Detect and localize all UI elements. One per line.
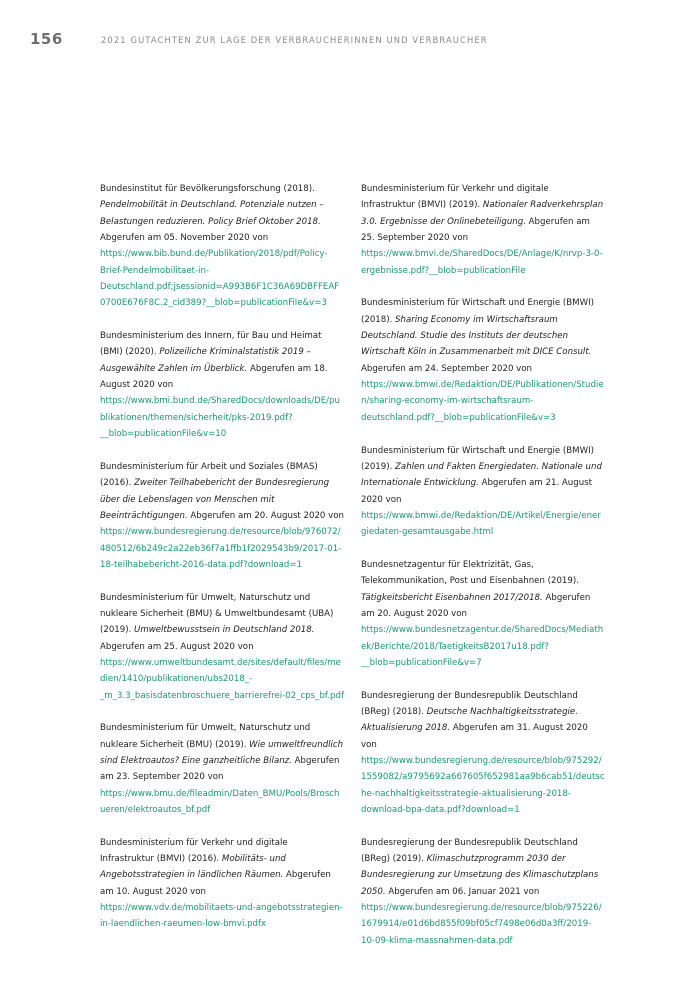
reference-title: Pendelmobilität in Deutschland. Potenziale nutzen – Belastungen reduzieren. Policy Brief Oktober 2018. <box>100 200 324 227</box>
reference-link[interactable]: https://www.bmwi.de/Redaktion/DE/Publikationen/Studien/sharing-economy-im-wirtschaftsraum-deutschland.pdf?__blob=publicationFile&v=3 <box>361 380 604 423</box>
reference-title: Umweltbewusstsein in Deutschland 2018. <box>134 625 315 636</box>
reference-author: Bundesregierung der Bundesrepublik Deutschland (BReg) (2019). <box>361 837 578 865</box>
reference-author: Bundesministerium für Arbeit und Soziales (BMAS) (2016). <box>100 461 318 489</box>
reference-entry <box>361 181 605 279</box>
reference-author: Bundesministerium für Wirtschaft und Energie (BMWI) (2019). <box>361 445 594 472</box>
reference-title: Zweiter Teilhabebericht der Bundesregierung über die Lebenslagen von Menschen mit Beeinträchtigungen. <box>100 478 330 521</box>
reference-entry <box>361 835 605 949</box>
reference-entry <box>361 295 605 426</box>
reference-entry <box>100 181 344 312</box>
reference-title: Polizeiliche Kriminalstatistik 2019 – Ausgewählte Zahlen im Überblick. <box>100 347 311 374</box>
reference-title: Klimaschutzprogramm 2030 der Bundesregierung zur Umsetzung des Klimaschutzplans 2050. <box>361 854 599 897</box>
reference-link[interactable]: https://www.bundesnetzagentur.de/SharedDocs/Mediathek/Berichte/2018/TaetigkeitsB2017u18.pdf?__blob=publicationFile&v=7 <box>361 625 604 668</box>
reference-author: Bundesregierung der Bundesrepublik Deutschland (BReg) (2018). <box>361 690 578 717</box>
reference-link[interactable]: https://www.bmvi.de/SharedDocs/DE/Anlage/K/nrvp-3-0-ergebnisse.pdf?__blob=publicationFile <box>361 249 603 276</box>
reference-retrieved: Abgerufen am 18. August 2020 von <box>100 363 328 391</box>
reference-retrieved: Abgerufen am 05. November 2020 von <box>100 233 269 244</box>
reference-title: Wie umweltfreundlich sind Elektroautos? Eine ganzheitliche Bilanz. <box>100 739 344 767</box>
reference-entry <box>361 557 605 671</box>
reference-author: Bundesinstitut für Bevölkerungsforschung (2018). <box>100 184 315 194</box>
reference-author: Bundesministerium für Umwelt, Naturschutz und nukleare Sicherheit (BMU) & Umweltbundesamt (UBA) (2019). <box>100 592 334 636</box>
reference-link[interactable]: https://www.bmu.de/fileadmin/Daten_BMU/Pools/Broschueren/elektroautos_bf.pdf <box>100 788 340 816</box>
running-header: 2021 GUTACHTEN ZUR LAGE DER VERBRAUCHERINNEN UND VERBRAUCHER <box>101 35 488 45</box>
reference-author: Bundesnetzagentur für Elektrizität, Gas, Telekommunikation, Post und Eisenbahnen (2019). <box>361 559 579 587</box>
reference-link[interactable]: https://www.bundesregierung.de/resource/blob/975226/1679914/e01d6bd855f09bf05cf7498e06d0a3ff/2019-10-09-klima-massnahmen-data.pdf <box>361 903 602 946</box>
reference-retrieved: Abgerufen am 25. August 2020 von <box>100 641 254 652</box>
reference-retrieved: Abgerufen am 20. August 2020 von <box>190 510 344 521</box>
reference-entry <box>100 459 344 573</box>
reference-entry <box>100 835 344 933</box>
reference-title: Mobilitäts- und Angebotsstrategien in ländlichen Räumen. <box>100 854 286 881</box>
reference-link[interactable]: https://www.bmi.bund.de/SharedDocs/downloads/DE/publikationen/themen/sicherheit/pks-2019.pdf?__blob=publicationFile&v=10 <box>100 396 340 440</box>
reference-author: Bundesministerium für Verkehr und digitale Infrastruktur (BMVI) (2016). <box>100 837 288 865</box>
reference-title: Nationaler Radverkehrsplan 3.0. Ergebnisse der Onlinebeteiligung. <box>361 200 604 227</box>
reference-retrieved: Abgerufen am 10. August 2020 von <box>100 870 331 897</box>
reference-link[interactable]: https://www.umweltbundesamt.de/sites/default/files/medien/1410/publikationen/ubs2018_-_m_3.3_basisdatenbroschuere_barrierefrei-02_cps_bf.pdf <box>100 657 344 701</box>
reference-author: Bundesministerium für Wirtschaft und Energie (BMWI) (2018). <box>361 298 594 325</box>
reference-author: Bundesministerium für Verkehr und digitale Infrastruktur (BMVI) (2019). <box>361 184 549 211</box>
reference-retrieved: Abgerufen am 25. September 2020 von <box>361 216 590 244</box>
reference-link[interactable]: https://www.bib.bund.de/Publikation/2018/pdf/Policy-Brief-Pendelmobilitaet-in-Deutschland.pdf;jsessionid=A993B6F1C36A69DBFFEAF0700E676F8C.2_cid389?__blob=publicationFile&v=3 <box>100 249 340 309</box>
reference-title: Zahlen und Fakten Energiedaten. Nationale und Internationale Entwicklung. <box>361 461 602 489</box>
reference-column-right <box>361 181 605 966</box>
reference-title: Deutsche Nachhaltigkeitsstrategie. Aktualisierung 2018. <box>361 707 578 734</box>
reference-retrieved: Abgerufen am 20. August 2020 von <box>361 592 591 619</box>
page-number: 156 <box>30 30 63 48</box>
reference-entry <box>100 720 344 818</box>
reference-column-left <box>100 181 344 949</box>
reference-retrieved: Abgerufen am 23. September 2020 von <box>100 756 340 783</box>
reference-entry <box>100 590 344 704</box>
reference-retrieved: Abgerufen am 06. Januar 2021 von <box>388 886 540 897</box>
reference-author: Bundesministerium des Innern, für Bau und Heimat (BMI) (2020). <box>100 331 322 358</box>
reference-link[interactable]: https://www.bundesregierung.de/resource/blob/975292/1559082/a9795692a667605f652981aa9b6cab51/deutsche-nachhaltigkeitsstrategie-aktualisierung-2018-download-bpa-data.pdf?download=1 <box>361 756 605 816</box>
reference-entry <box>361 443 605 541</box>
reference-link[interactable]: https://www.bmwi.de/Redaktion/DE/Artikel/Energie/energiedaten-gesamtausgabe.html <box>361 510 601 538</box>
reference-title: Sharing Economy im Wirtschaftsraum Deutschland. Studie des Instituts der deutschen Wirtschaft Köln in Zusammenarbeit mit DICE Consult. <box>361 314 592 358</box>
reference-retrieved: Abgerufen am 31. August 2020 von <box>361 723 588 750</box>
reference-entry <box>100 328 344 442</box>
reference-link[interactable]: https://www.vdv.de/mobilitaets-und-angebotsstrategien-in-laendlichen-raeumen-low-bmvi.pdfx <box>100 903 343 930</box>
reference-retrieved: Abgerufen am 21. August 2020 von <box>361 478 592 505</box>
reference-author: Bundesministerium für Umwelt, Naturschutz und nukleare Sicherheit (BMU) (2019). <box>100 723 311 750</box>
reference-retrieved: Abgerufen am 24. September 2020 von <box>361 363 532 374</box>
reference-entry <box>361 688 605 819</box>
reference-link[interactable]: https://www.bundesregierung.de/resource/blob/976072/480512/6b249c2a22eb36f7a1ffb1f2029543b9/2017-01-18-teilhabebericht-2016-data.pdf?download=1 <box>100 527 342 570</box>
reference-title: Tätigkeitsbericht Eisenbahnen 2017/2018. <box>361 592 543 603</box>
